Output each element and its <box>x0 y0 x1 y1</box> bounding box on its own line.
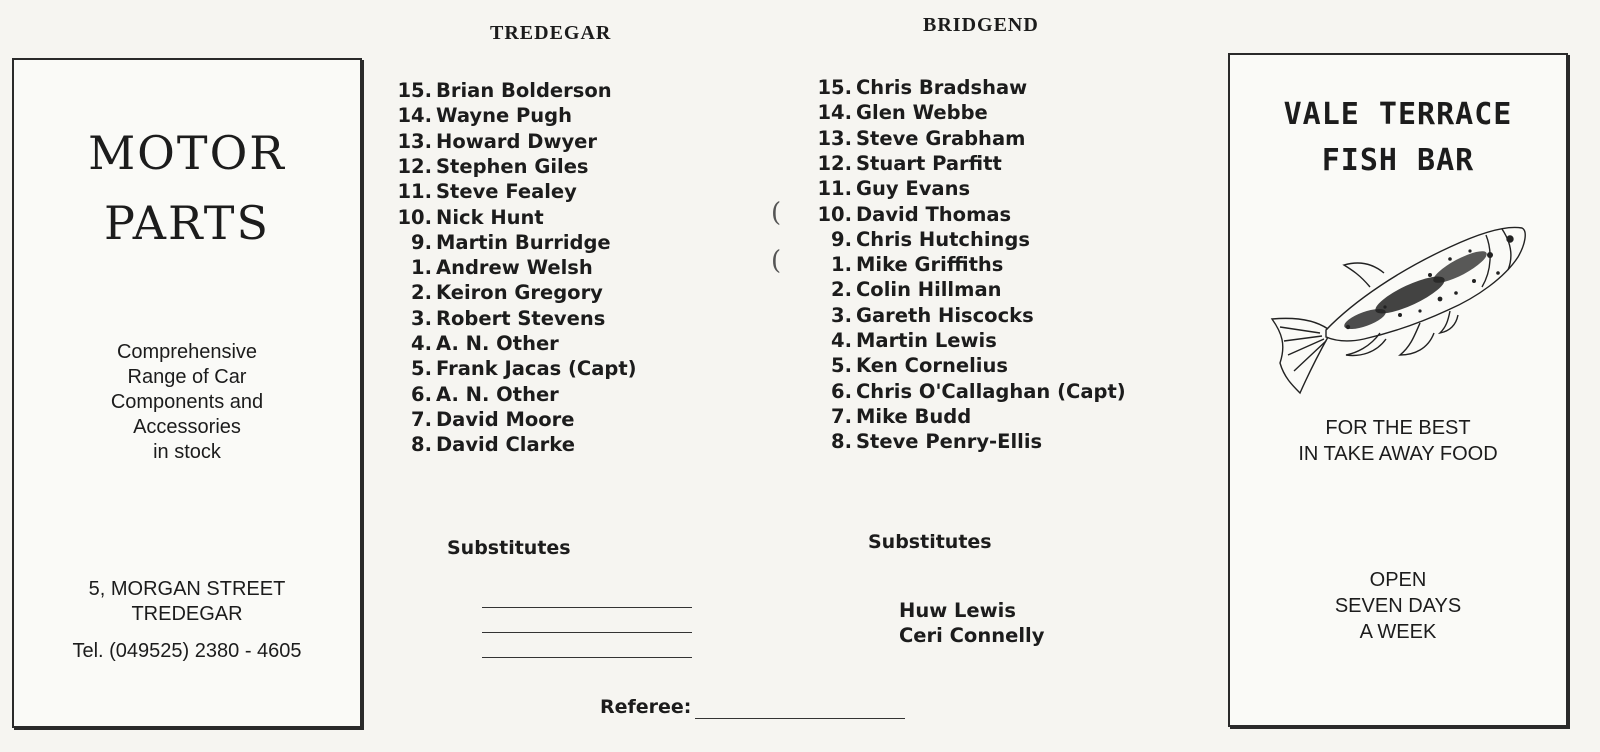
player-name: David Moore <box>436 407 575 431</box>
player-row <box>812 76 1027 99</box>
player-name: Wayne Pugh <box>436 104 572 128</box>
player-row <box>392 433 575 456</box>
player-name: Steve Penry-Ellis <box>856 430 1043 454</box>
player-number: 5. <box>411 357 432 381</box>
player-number: 4. <box>831 329 852 352</box>
player-row <box>812 203 1011 226</box>
blurb-line: in stock <box>153 441 221 463</box>
player-number: 9. <box>831 227 852 251</box>
home-substitutes-label: Substitutes <box>447 537 571 559</box>
player-name: Andrew Welsh <box>436 256 593 280</box>
player-number: 1. <box>411 256 432 280</box>
substitute-blank-line <box>482 657 692 658</box>
player-name: Steve Grabham <box>856 126 1026 150</box>
advert-title-line1: MOTOR <box>88 126 286 180</box>
home-team-name: TREDEGAR <box>490 22 612 44</box>
player-name: Steve Fealey <box>436 180 577 204</box>
player-row <box>392 206 544 229</box>
substitute-blank-line <box>482 632 692 633</box>
player-number: 2. <box>831 278 852 302</box>
player-name: Nick Hunt <box>436 205 544 229</box>
advert-blurb <box>14 340 360 465</box>
player-name: Brian Bolderson <box>436 79 612 102</box>
player-name: A. N. Other <box>436 382 559 406</box>
player-row <box>812 354 1008 377</box>
player-number: 1. <box>831 253 852 277</box>
advert-tagline-line2: IN TAKE AWAY FOOD <box>1298 443 1498 465</box>
player-number: 3. <box>831 303 852 327</box>
referee-blank-line <box>695 718 905 719</box>
player-number: 7. <box>411 407 432 431</box>
player-name: Howard Dwyer <box>436 129 598 153</box>
fish-icon <box>1260 215 1530 400</box>
blurb-line: Range of Car <box>127 366 247 388</box>
fold-mark: ( <box>771 198 782 228</box>
player-number: 15. <box>397 79 432 102</box>
player-name: Chris Hutchings <box>856 227 1030 251</box>
player-number: 6. <box>411 382 432 406</box>
player-row <box>812 304 1034 327</box>
address-line1: 5, MORGAN STREET <box>88 578 286 600</box>
player-row <box>812 430 1042 453</box>
blurb-line: Components and <box>110 391 264 413</box>
player-row <box>392 104 572 127</box>
player-number: 8. <box>831 430 852 454</box>
player-row <box>812 127 1025 150</box>
phone-number: Tel. (049525) 2380 - 4605 <box>72 640 302 662</box>
opening-hours-line: A WEEK <box>1359 621 1437 643</box>
opening-hours-line: SEVEN DAYS <box>1334 595 1462 617</box>
player-row <box>392 281 603 304</box>
player-row <box>392 180 577 203</box>
advert-tagline-line1: FOR THE BEST <box>1325 417 1471 439</box>
player-number: 6. <box>831 379 852 403</box>
player-row <box>392 357 637 380</box>
substitute-blank-line <box>482 607 692 608</box>
fold-mark: ( <box>771 246 782 276</box>
player-number: 11. <box>397 180 432 204</box>
player-number: 2. <box>411 281 432 305</box>
player-row <box>392 155 589 178</box>
player-row <box>812 228 1030 251</box>
player-row <box>812 278 1001 301</box>
player-row <box>812 380 1126 403</box>
player-name: Keiron Gregory <box>436 281 603 305</box>
player-name: Colin Hillman <box>856 278 1002 302</box>
away-substitutes-label: Substitutes <box>868 531 992 553</box>
player-number: 13. <box>817 126 852 150</box>
fish-bar-advert <box>1228 53 1568 727</box>
player-row <box>392 79 612 102</box>
player-number: 3. <box>411 306 432 330</box>
away-substitute: Ceri Connelly <box>899 624 1045 647</box>
away-substitute: Huw Lewis <box>899 599 1016 622</box>
player-name: A. N. Other <box>436 332 559 355</box>
player-number: 5. <box>831 354 852 378</box>
advert-title-line2: FISH BAR <box>1321 143 1475 178</box>
player-name: Guy Evans <box>856 177 971 201</box>
player-number: 11. <box>817 177 852 201</box>
player-name: Frank Jacas (Capt) <box>436 357 637 381</box>
player-name: Mike Griffiths <box>856 253 1004 277</box>
player-name: David Thomas <box>856 202 1012 226</box>
player-number: 10. <box>397 205 432 229</box>
address-line2: TREDEGAR <box>131 603 243 625</box>
player-row <box>812 152 1002 175</box>
player-row <box>812 405 971 428</box>
player-row <box>392 231 611 254</box>
player-number: 9. <box>411 230 432 254</box>
player-number: 14. <box>817 101 852 125</box>
player-row <box>812 329 997 352</box>
player-number: 8. <box>411 433 432 457</box>
motor-parts-advert <box>12 58 362 728</box>
player-name: Martin Lewis <box>856 329 997 352</box>
player-number: 14. <box>397 104 432 128</box>
away-team-name: BRIDGEND <box>923 14 1039 36</box>
player-row <box>812 177 970 200</box>
player-name: Martin Burridge <box>436 230 611 254</box>
player-number: 13. <box>397 129 432 153</box>
player-name: David Clarke <box>436 433 575 457</box>
player-row <box>392 130 597 153</box>
player-name: Mike Budd <box>856 404 972 428</box>
player-number: 10. <box>817 202 852 226</box>
player-name: Chris O'Callaghan (Capt) <box>856 379 1126 403</box>
player-name: Robert Stevens <box>436 306 606 330</box>
player-number: 15. <box>817 76 852 99</box>
referee-label: Referee: <box>600 696 692 718</box>
player-row <box>392 256 593 279</box>
player-name: Ken Cornelius <box>856 354 1008 378</box>
player-row <box>392 383 559 406</box>
player-row <box>812 101 988 124</box>
player-name: Chris Bradshaw <box>856 76 1028 99</box>
player-row <box>812 253 1003 276</box>
advert-title-line2: PARTS <box>104 196 270 250</box>
player-number: 7. <box>831 404 852 428</box>
opening-hours-line: OPEN <box>1369 569 1427 591</box>
player-number: 12. <box>397 154 432 178</box>
advert-title-line1: VALE TERRACE <box>1283 97 1513 132</box>
player-name: Gareth Hiscocks <box>856 303 1034 327</box>
player-number: 4. <box>411 332 432 355</box>
player-row <box>392 408 575 431</box>
player-row <box>392 307 605 330</box>
player-row <box>392 332 559 355</box>
player-number: 12. <box>817 151 852 175</box>
player-name: Stephen Giles <box>436 154 589 178</box>
blurb-line: Accessories <box>133 416 241 438</box>
player-name: Stuart Parfitt <box>856 151 1002 175</box>
blurb-line: Comprehensive <box>116 341 258 363</box>
player-name: Glen Webbe <box>856 101 988 125</box>
